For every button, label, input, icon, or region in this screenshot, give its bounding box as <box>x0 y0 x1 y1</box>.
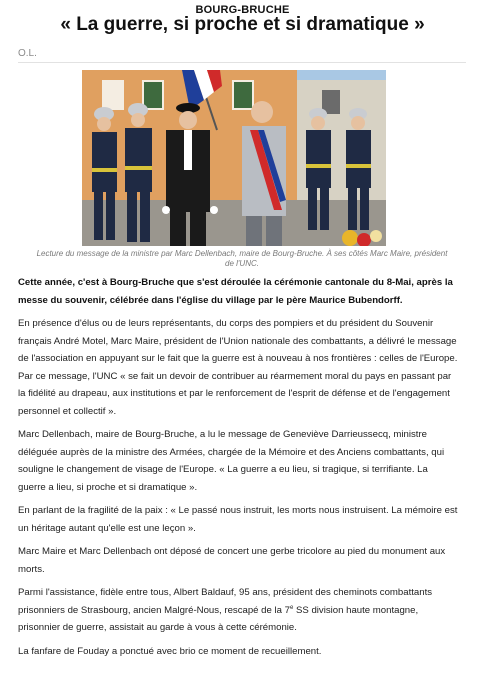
article-body <box>18 274 458 666</box>
article-paragraph: En présence d'élus ou de leurs représentants, du corps des pompiers et du président du Souvenir français André Motel, Marc Maire, président de l'Union nationale des combattants, a délivré le message de l'association en appuyant sur le fait que la guerre est à nouveau à nos frontières : celles de l'Europe. Par ce message, l'UNC « se fait un devoir de contribuer au réarmement moral du pays en passant par la fidélité au drapeau, aux institutions et par le renforcement de l'esprit de défense et de l'engagement personnel et collectif ». <box>18 318 458 417</box>
photo-caption: Lecture du message de la ministre par Marc Dellenbach, maire de Bourg-Bruche. À ses côtés Marc Maire, président de l'UNC. <box>36 249 448 268</box>
article-paragraph <box>18 584 458 637</box>
article-author: O.L. <box>18 48 37 59</box>
ceremony-photo-illustration <box>82 70 386 246</box>
article-photo <box>82 70 386 246</box>
article-paragraph: Marc Dellenbach, maire de Bourg-Bruche, a lu le message de Geneviève Darrieussecq, ministre déléguée auprès de la ministre des Armées, chargée de la Mémoire et des Anciens combattants, qui souligne le changement de visage de l'Europe. « La guerre a eu lieu, si tragique, si terrifiante. La guerre a lieu, si proche et si dramatique ». <box>18 429 445 493</box>
article-headline: « La guerre, si proche et si dramatique » <box>60 14 425 35</box>
article-lead-paragraph: Cette année, c'est à Bourg-Bruche que s'est déroulée la cérémonie cantonale du 8-Mai, après la messe du souvenir, célébrée dans l'église du village par le père Maurice Bubendorff. <box>18 277 453 306</box>
paragraph-text: SS division haute montagne, prisonnier de guerre, assistait au garde à vous à cette cérémonie. <box>18 604 419 633</box>
article-paragraph: Marc Maire et Marc Dellenbach ont déposé de concert une gerbe tricolore au pied du monument aux morts. <box>18 546 446 575</box>
paragraph-text: Parmi l'assistance, fidèle entre tous, Albert Baldauf, 95 ans, président des cheminots combattants prisonniers de Strasbourg, ancien Malgré-Nous, rescapé de la 7 <box>18 587 433 616</box>
article-kicker: BOURG-BRUCHE <box>195 4 290 16</box>
ordinal-superscript: e <box>289 604 294 611</box>
header-divider <box>18 62 466 63</box>
article-paragraph: En parlant de la fragilité de la paix : « Le passé nous instruit, les morts nous instruisent. La mémoire est un héritage autant qu'elle est une leçon ». <box>18 505 458 534</box>
article-paragraph: La fanfare de Fouday a ponctué avec brio ce moment de recueillement. <box>18 645 322 657</box>
